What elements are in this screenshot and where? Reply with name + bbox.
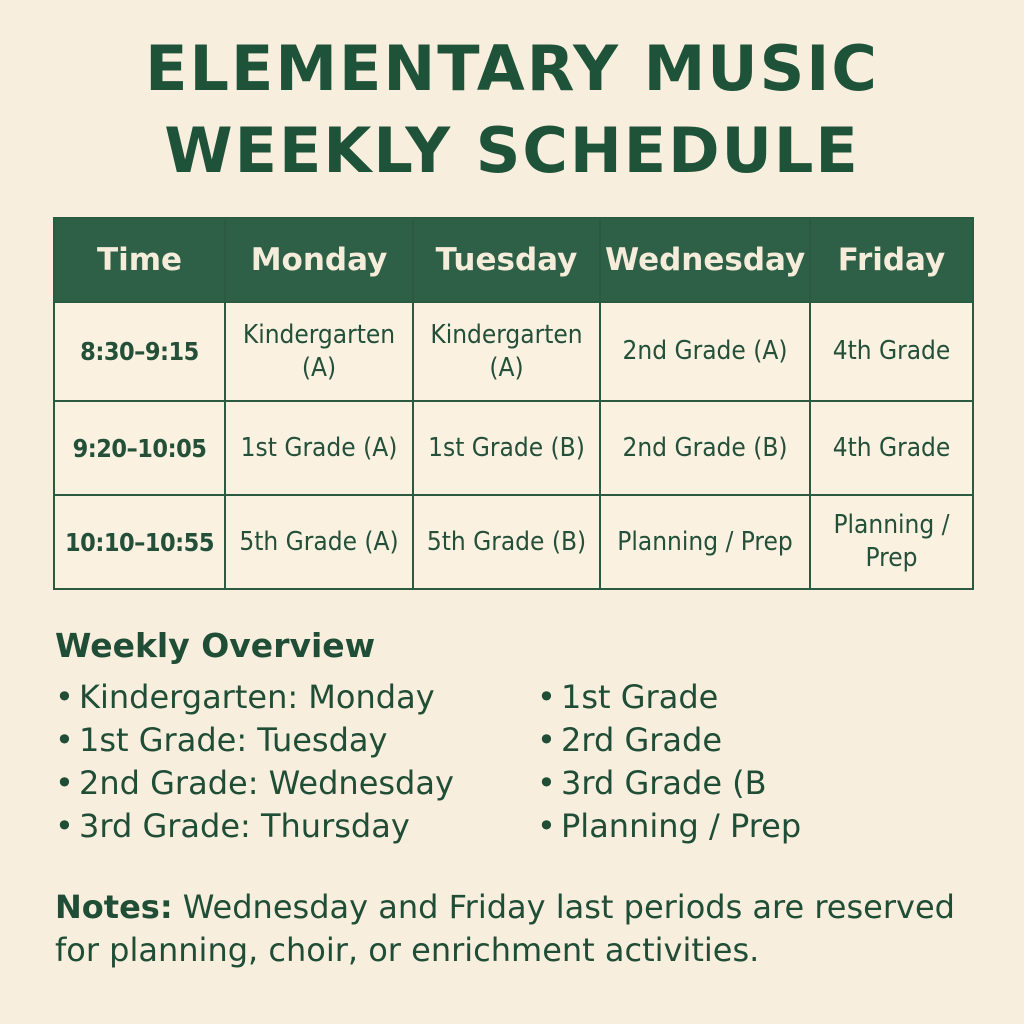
table-row — [54, 495, 973, 589]
table-cell: 5th Grade (A) — [225, 495, 413, 589]
time-cell: 10:10–10:55 — [54, 495, 225, 589]
table-cell: 1st Grade (A) — [225, 401, 413, 495]
table-cell: 4th Grade — [810, 302, 973, 401]
list-item: • 3rd Grade (B — [537, 762, 801, 805]
overview-list-right — [537, 676, 801, 848]
list-item: • 2nd Grade: Wednesday — [55, 762, 454, 805]
table-cell: 5th Grade (B) — [413, 495, 600, 589]
list-item: • 3rd Grade: Thursday — [55, 805, 454, 848]
table-cell: 4th Grade — [810, 401, 973, 495]
table-row — [54, 401, 973, 495]
notes-label: Notes: — [55, 888, 173, 926]
header-friday: Friday — [810, 218, 973, 302]
list-item: • 1st Grade — [537, 676, 801, 719]
table-cell: 2nd Grade (A) — [600, 302, 810, 401]
notes-paragraph — [55, 886, 955, 972]
list-item: • 1st Grade: Tuesday — [55, 719, 454, 762]
table-cell: Kindergarten (A) — [413, 302, 600, 401]
schedule-table — [53, 217, 974, 590]
table-cell: Planning / Prep — [600, 495, 810, 589]
list-item: • Planning / Prep — [537, 805, 801, 848]
list-item: • 2rd Grade — [537, 719, 801, 762]
notes-text: Wednesday and Friday last periods are reserved for planning, choir, or enrichment activities. — [55, 888, 955, 969]
header-tuesday: Tuesday — [413, 218, 600, 302]
header-time: Time — [54, 218, 225, 302]
table-cell: 1st Grade (B) — [413, 401, 600, 495]
header-wednesday: Wednesday — [600, 218, 810, 302]
time-cell: 9:20–10:05 — [54, 401, 225, 495]
time-cell: 8:30–9:15 — [54, 302, 225, 401]
table-cell: Planning / Prep — [810, 495, 973, 589]
table-row — [54, 302, 973, 401]
table-header-row — [54, 218, 973, 302]
header-monday: Monday — [225, 218, 413, 302]
page-title — [0, 28, 1024, 192]
overview-list-left — [55, 676, 454, 848]
title-line-2: WEEKLY SCHEDULE — [164, 114, 860, 187]
table-cell: 2nd Grade (B) — [600, 401, 810, 495]
weekly-overview-heading: Weekly Overview — [55, 626, 376, 665]
title-line-1: ELEMENTARY MUSIC — [145, 32, 879, 105]
list-item: • Kindergarten: Monday — [55, 676, 454, 719]
table-cell: Kindergarten (A) — [225, 302, 413, 401]
